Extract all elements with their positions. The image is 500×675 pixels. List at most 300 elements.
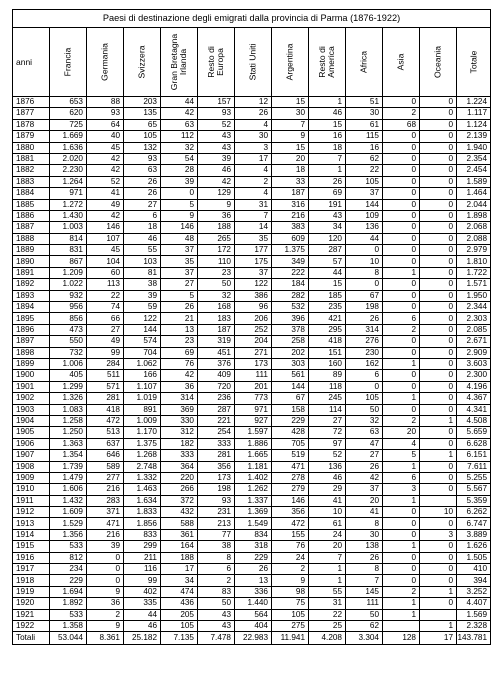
value-cell: 1.375 xyxy=(124,438,161,449)
value-cell: 9 xyxy=(272,131,309,142)
value-cell: 637 xyxy=(87,438,124,449)
value-cell: 0 xyxy=(420,552,457,563)
value-cell: 1.571 xyxy=(457,279,491,290)
value-cell: 6 xyxy=(124,210,161,221)
column-header-label: anni xyxy=(16,56,33,67)
value-cell: 335 xyxy=(124,598,161,609)
value-cell: 98 xyxy=(272,586,309,597)
value-cell: 89 xyxy=(309,370,346,381)
value-cell: 471 xyxy=(272,461,309,472)
value-cell: 30 xyxy=(235,131,272,142)
year-cell: 1882 xyxy=(13,165,50,176)
value-cell: 111 xyxy=(346,598,383,609)
value-cell: 511 xyxy=(87,370,124,381)
value-cell: 277 xyxy=(87,472,124,483)
value-cell: 0 xyxy=(383,381,420,392)
value-cell: 1 xyxy=(383,358,420,369)
value-cell: 378 xyxy=(272,324,309,335)
value-cell: 173 xyxy=(198,472,235,483)
table-row xyxy=(13,518,491,529)
value-cell: 513 xyxy=(87,427,124,438)
value-cell: 3 xyxy=(383,484,420,495)
value-cell: 0 xyxy=(420,302,457,313)
value-cell: 1.268 xyxy=(124,450,161,461)
value-cell: 1.636 xyxy=(50,142,87,153)
value-cell: 20 xyxy=(346,495,383,506)
value-cell: 187 xyxy=(272,188,309,199)
year-cell: 1878 xyxy=(13,119,50,130)
value-cell: 1 xyxy=(309,575,346,586)
value-cell: 50 xyxy=(198,598,235,609)
value-cell: 281 xyxy=(198,450,235,461)
value-cell: 9 xyxy=(272,575,309,586)
column-header xyxy=(309,28,346,97)
value-cell: 23 xyxy=(161,336,198,347)
value-cell: 20 xyxy=(272,153,309,164)
table-row xyxy=(13,165,491,176)
value-cell: 230 xyxy=(346,347,383,358)
value-cell: 162 xyxy=(346,358,383,369)
value-cell: 704 xyxy=(124,347,161,358)
value-cell: 533 xyxy=(50,609,87,620)
value-cell: 27 xyxy=(161,279,198,290)
value-cell: 32 xyxy=(198,290,235,301)
table-row xyxy=(13,142,491,153)
value-cell: 202 xyxy=(272,347,309,358)
value-cell: 1.856 xyxy=(124,518,161,529)
value-cell: 231 xyxy=(198,507,235,518)
year-cell: 1888 xyxy=(13,233,50,244)
value-cell: 44 xyxy=(161,97,198,108)
total-cell: 53.044 xyxy=(50,632,87,645)
value-cell: 732 xyxy=(50,347,87,358)
value-cell: 28 xyxy=(161,165,198,176)
table-row xyxy=(13,245,491,256)
value-cell: 3.252 xyxy=(457,586,491,597)
value-cell: 27 xyxy=(346,450,383,461)
value-cell: 0 xyxy=(420,347,457,358)
value-cell: 62 xyxy=(346,620,383,631)
value-cell: 0 xyxy=(420,564,457,575)
value-cell: 107 xyxy=(87,233,124,244)
column-header-label: Africa xyxy=(358,51,369,73)
value-cell: 349 xyxy=(272,256,309,267)
value-cell: 282 xyxy=(272,290,309,301)
value-cell: 39 xyxy=(161,176,198,187)
table-row xyxy=(13,552,491,563)
value-cell: 41 xyxy=(309,495,346,506)
value-cell: 1.549 xyxy=(235,518,272,529)
table-row xyxy=(13,541,491,552)
value-cell: 1.464 xyxy=(457,188,491,199)
value-cell: 6 xyxy=(383,313,420,324)
value-cell: 37 xyxy=(161,245,198,256)
year-cell: 1901 xyxy=(13,381,50,392)
year-cell: 1891 xyxy=(13,267,50,278)
value-cell: 31 xyxy=(309,598,346,609)
table-row xyxy=(13,438,491,449)
value-cell: 364 xyxy=(161,461,198,472)
value-cell: 2.020 xyxy=(50,153,87,164)
value-cell: 216 xyxy=(87,529,124,540)
value-cell: 330 xyxy=(161,415,198,426)
value-cell: 26 xyxy=(346,552,383,563)
value-cell: 9 xyxy=(87,620,124,631)
value-cell: 38 xyxy=(198,541,235,552)
value-cell: 1 xyxy=(420,586,457,597)
value-cell: 1.597 xyxy=(235,427,272,438)
value-cell: 410 xyxy=(457,564,491,575)
value-cell: 1.250 xyxy=(50,427,87,438)
value-cell: 146 xyxy=(272,495,309,506)
value-cell: 216 xyxy=(272,210,309,221)
column-header xyxy=(50,28,87,97)
value-cell: 105 xyxy=(161,620,198,631)
value-cell: 13 xyxy=(235,575,272,586)
value-cell: 0 xyxy=(420,267,457,278)
value-cell: 1.950 xyxy=(457,290,491,301)
value-cell: 4 xyxy=(235,188,272,199)
value-cell: 26 xyxy=(309,176,346,187)
value-cell: 2 xyxy=(383,324,420,335)
value-cell: 402 xyxy=(124,586,161,597)
column-header xyxy=(124,28,161,97)
value-cell: 49 xyxy=(87,199,124,210)
value-cell: 0 xyxy=(420,461,457,472)
value-cell: 9 xyxy=(198,199,235,210)
year-cell: 1907 xyxy=(13,450,50,461)
value-cell: 299 xyxy=(124,541,161,552)
year-cell: 1916 xyxy=(13,552,50,563)
value-cell: 44 xyxy=(346,233,383,244)
value-cell: 76 xyxy=(272,541,309,552)
value-cell: 646 xyxy=(87,450,124,461)
value-cell: 8 xyxy=(346,564,383,575)
year-cell: 1906 xyxy=(13,438,50,449)
year-cell: 1922 xyxy=(13,620,50,631)
value-cell: 428 xyxy=(272,427,309,438)
value-cell: 2.068 xyxy=(457,222,491,233)
year-cell: 1921 xyxy=(13,609,50,620)
value-cell: 30 xyxy=(272,108,309,119)
header-row xyxy=(13,28,491,97)
value-cell: 234 xyxy=(50,564,87,575)
value-cell: 0 xyxy=(420,176,457,187)
value-cell: 201 xyxy=(235,381,272,392)
value-cell: 64 xyxy=(87,119,124,130)
value-cell: 1 xyxy=(420,450,457,461)
value-cell: 16 xyxy=(346,142,383,153)
value-cell: 22 xyxy=(346,165,383,176)
value-cell: 65 xyxy=(124,119,161,130)
value-cell: 2.088 xyxy=(457,233,491,244)
value-cell: 1.569 xyxy=(457,609,491,620)
value-cell: 0 xyxy=(87,564,124,575)
value-cell: 1 xyxy=(383,267,420,278)
table-row xyxy=(13,97,491,108)
value-cell: 136 xyxy=(309,461,346,472)
value-cell: 1.694 xyxy=(50,586,87,597)
value-cell: 3.889 xyxy=(457,529,491,540)
value-cell: 0 xyxy=(383,575,420,586)
table-row xyxy=(13,153,491,164)
column-header-label: Argentina xyxy=(284,43,295,81)
total-cell: 17 xyxy=(420,632,457,645)
value-cell: 69 xyxy=(161,347,198,358)
value-cell: 394 xyxy=(457,575,491,586)
value-cell: 561 xyxy=(272,370,309,381)
table-body xyxy=(13,97,491,632)
value-cell: 1.402 xyxy=(235,472,272,483)
value-cell: 0 xyxy=(420,108,457,119)
value-cell: 0 xyxy=(383,564,420,575)
value-cell: 0 xyxy=(420,575,457,586)
value-cell: 166 xyxy=(124,370,161,381)
value-cell: 76 xyxy=(161,358,198,369)
value-cell: 1 xyxy=(309,165,346,176)
value-cell: 17 xyxy=(235,153,272,164)
value-cell: 287 xyxy=(309,245,346,256)
value-cell: 609 xyxy=(272,233,309,244)
value-cell: 356 xyxy=(272,507,309,518)
table-row xyxy=(13,336,491,347)
value-cell: 833 xyxy=(124,529,161,540)
value-cell: 266 xyxy=(161,484,198,495)
value-cell: 22 xyxy=(309,609,346,620)
value-cell: 0 xyxy=(420,472,457,483)
value-cell: 0 xyxy=(383,222,420,233)
column-header xyxy=(383,28,420,97)
value-cell: 1.375 xyxy=(272,245,309,256)
value-cell: 2.303 xyxy=(457,313,491,324)
year-cell: 1894 xyxy=(13,302,50,313)
value-cell: 1.022 xyxy=(50,279,87,290)
value-cell: 1.833 xyxy=(124,507,161,518)
column-header-label: Germania xyxy=(99,43,110,81)
value-cell: 0 xyxy=(420,541,457,552)
value-cell: 9 xyxy=(87,586,124,597)
year-cell: 1896 xyxy=(13,324,50,335)
value-cell: 0 xyxy=(420,210,457,221)
value-cell: 187 xyxy=(198,324,235,335)
value-cell: 1.665 xyxy=(235,450,272,461)
value-cell: 34 xyxy=(309,222,346,233)
value-cell: 37 xyxy=(235,267,272,278)
total-cell: 25.182 xyxy=(124,632,161,645)
value-cell: 26 xyxy=(124,176,161,187)
value-cell: 0 xyxy=(383,336,420,347)
value-cell: 36 xyxy=(198,210,235,221)
value-cell: 29 xyxy=(309,484,346,495)
value-cell: 63 xyxy=(346,427,383,438)
table-row xyxy=(13,199,491,210)
table-row xyxy=(13,370,491,381)
value-cell: 146 xyxy=(87,222,124,233)
value-cell: 0 xyxy=(383,404,420,415)
column-header-label: Francia xyxy=(62,47,73,77)
table-row xyxy=(13,131,491,142)
value-cell: 99 xyxy=(87,347,124,358)
value-cell: 52 xyxy=(198,119,235,130)
value-cell: 287 xyxy=(198,404,235,415)
value-cell: 136 xyxy=(346,222,383,233)
value-cell: 93 xyxy=(124,153,161,164)
value-cell: 303 xyxy=(272,358,309,369)
value-cell: 1.264 xyxy=(50,176,87,187)
value-cell: 812 xyxy=(50,552,87,563)
table-row xyxy=(13,256,491,267)
emigration-table xyxy=(12,9,491,645)
value-cell: 571 xyxy=(87,381,124,392)
value-cell: 956 xyxy=(50,302,87,313)
value-cell: 93 xyxy=(87,108,124,119)
value-cell: 1.019 xyxy=(124,393,161,404)
value-cell: 0 xyxy=(420,256,457,267)
value-cell: 112 xyxy=(161,131,198,142)
value-cell: 1 xyxy=(383,495,420,506)
table-row xyxy=(13,313,491,324)
value-cell: 129 xyxy=(198,188,235,199)
total-cell: 8.361 xyxy=(87,632,124,645)
table-row xyxy=(13,381,491,392)
column-header xyxy=(346,28,383,97)
value-cell: 3 xyxy=(420,529,457,540)
value-cell: 45 xyxy=(87,142,124,153)
value-cell: 316 xyxy=(272,199,309,210)
value-cell: 5.255 xyxy=(457,472,491,483)
value-cell: 99 xyxy=(124,575,161,586)
value-cell: 55 xyxy=(309,586,346,597)
value-cell: 18 xyxy=(309,142,346,153)
value-cell: 42 xyxy=(87,165,124,176)
year-cell: 1905 xyxy=(13,427,50,438)
column-header-label: Totale xyxy=(468,50,479,74)
totals-label: Totali xyxy=(13,632,50,645)
value-cell: 61 xyxy=(346,119,383,130)
value-cell: 205 xyxy=(161,609,198,620)
value-cell: 1.262 xyxy=(235,484,272,495)
value-cell: 145 xyxy=(346,586,383,597)
value-cell: 221 xyxy=(198,415,235,426)
value-cell xyxy=(383,620,420,631)
value-cell: 67 xyxy=(346,290,383,301)
value-cell: 17 xyxy=(161,564,198,575)
value-cell: 254 xyxy=(198,427,235,438)
value-cell: 40 xyxy=(87,131,124,142)
value-cell: 1.358 xyxy=(50,620,87,631)
year-cell: 1883 xyxy=(13,176,50,187)
value-cell: 168 xyxy=(198,302,235,313)
value-cell: 318 xyxy=(235,541,272,552)
value-cell: 104 xyxy=(87,256,124,267)
value-cell: 1.430 xyxy=(50,210,87,221)
value-cell: 333 xyxy=(161,450,198,461)
value-cell: 35 xyxy=(161,256,198,267)
value-cell: 1.083 xyxy=(50,404,87,415)
value-cell: 271 xyxy=(235,347,272,358)
table-row xyxy=(13,620,491,631)
value-cell: 22 xyxy=(87,290,124,301)
value-cell: 436 xyxy=(161,598,198,609)
value-cell: 105 xyxy=(346,393,383,404)
value-cell: 1.363 xyxy=(50,438,87,449)
value-cell: 1 xyxy=(420,415,457,426)
value-cell: 1.739 xyxy=(50,461,87,472)
value-cell: 0 xyxy=(383,153,420,164)
year-cell: 1899 xyxy=(13,358,50,369)
value-cell: 371 xyxy=(87,507,124,518)
value-cell: 6.151 xyxy=(457,450,491,461)
value-cell: 7 xyxy=(272,119,309,130)
year-cell: 1920 xyxy=(13,598,50,609)
value-cell: 63 xyxy=(124,165,161,176)
value-cell: 278 xyxy=(272,472,309,483)
value-cell: 312 xyxy=(161,427,198,438)
value-cell: 220 xyxy=(161,472,198,483)
value-cell: 1.124 xyxy=(457,119,491,130)
value-cell: 26 xyxy=(161,302,198,313)
value-cell: 1.440 xyxy=(235,598,272,609)
year-cell: 1887 xyxy=(13,222,50,233)
value-cell: 48 xyxy=(161,233,198,244)
value-cell: 113 xyxy=(87,279,124,290)
table-row xyxy=(13,495,491,506)
total-cell: 143.781 xyxy=(457,632,491,645)
value-cell: 1.432 xyxy=(50,495,87,506)
value-cell: 472 xyxy=(272,518,309,529)
value-cell: 1.258 xyxy=(50,415,87,426)
table-row xyxy=(13,347,491,358)
value-cell: 2 xyxy=(383,415,420,426)
value-cell: 532 xyxy=(272,302,309,313)
value-cell: 2.354 xyxy=(457,153,491,164)
value-cell: 0 xyxy=(383,552,420,563)
table-row xyxy=(13,222,491,233)
year-cell: 1897 xyxy=(13,336,50,347)
table-row xyxy=(13,427,491,438)
value-cell: 26 xyxy=(235,564,272,575)
value-cell: 26 xyxy=(346,313,383,324)
value-cell: 0 xyxy=(383,210,420,221)
value-cell: 653 xyxy=(50,97,87,108)
value-cell: 16 xyxy=(309,131,346,142)
value-cell: 2 xyxy=(383,586,420,597)
value-cell: 0 xyxy=(383,188,420,199)
value-cell: 46 xyxy=(124,233,161,244)
value-cell: 6.262 xyxy=(457,507,491,518)
value-cell: 2 xyxy=(272,564,309,575)
value-cell: 1.606 xyxy=(50,484,87,495)
value-cell: 1.209 xyxy=(50,267,87,278)
value-cell: 1 xyxy=(420,620,457,631)
value-cell: 7 xyxy=(309,552,346,563)
year-cell: 1895 xyxy=(13,313,50,324)
value-cell: 0 xyxy=(383,142,420,153)
value-cell: 36 xyxy=(87,598,124,609)
table-row xyxy=(13,507,491,518)
value-cell: 38 xyxy=(124,279,161,290)
value-cell: 44 xyxy=(309,267,346,278)
value-cell: 61 xyxy=(309,518,346,529)
totals-row xyxy=(13,632,491,645)
year-cell: 1904 xyxy=(13,415,50,426)
value-cell: 1.117 xyxy=(457,108,491,119)
value-cell: 971 xyxy=(235,404,272,415)
value-cell: 47 xyxy=(346,438,383,449)
value-cell: 160 xyxy=(309,358,346,369)
value-cell: 172 xyxy=(198,245,235,256)
value-cell: 6 xyxy=(383,472,420,483)
